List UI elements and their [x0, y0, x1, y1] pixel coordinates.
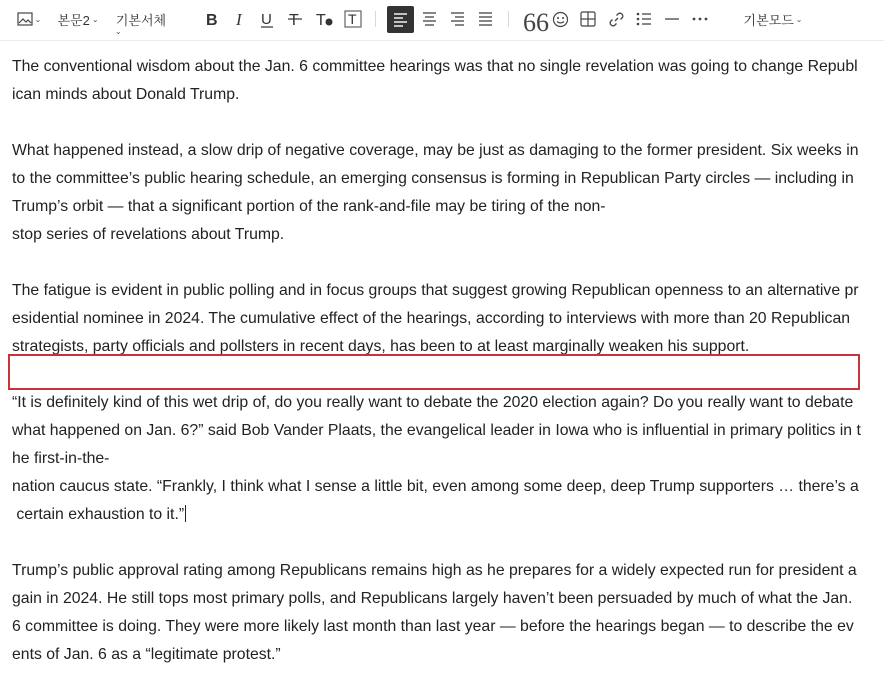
strikethrough-button[interactable]	[284, 7, 306, 31]
text-line: nation caucus state. “Frankly, I think what I sense a little bit, even among some deep, deep Trump supporters … there’s a	[12, 478, 859, 495]
empty-line	[12, 249, 874, 277]
paragraph	[12, 137, 874, 249]
align-justify-icon	[478, 12, 493, 26]
paragraph-style-label: 본문2	[57, 12, 90, 28]
align-center-button[interactable]	[417, 7, 441, 31]
horizontal-rule-icon	[664, 17, 680, 21]
align-left-button[interactable]	[387, 6, 414, 33]
text-line: “It is definitely kind of this wet drip of, do you really want to debate the 2020 election again? Do you really want to debate	[12, 394, 854, 411]
toolbar-divider	[375, 11, 376, 27]
svg-text:T: T	[348, 11, 357, 27]
paragraph	[12, 53, 874, 109]
text-line: ents of Jan. 6 as a “legitimate protest.”	[12, 646, 281, 663]
align-right-icon	[450, 12, 465, 26]
svg-text:T: T	[316, 12, 326, 29]
svg-text:B: B	[206, 12, 218, 29]
bold-button[interactable]	[201, 7, 223, 31]
text-line: Trump’s orbit — that a significant portion of the rank-and-file may be tiring of the non-	[12, 198, 606, 215]
text-line: strategists, party officials and pollsters in recent days, has been to at least marginally weaken his support.	[12, 338, 750, 355]
table-icon	[580, 11, 596, 27]
list-button[interactable]	[632, 7, 656, 31]
italic-button[interactable]	[229, 7, 251, 31]
svg-text:T: T	[289, 12, 299, 29]
text-line: he first-in-the-	[12, 450, 110, 467]
font-family-label: 기본서체	[115, 12, 167, 28]
paragraph-style-dropdown[interactable]	[55, 7, 101, 31]
link-button[interactable]	[604, 7, 628, 31]
text-line: 6 committee is doing. They were more likely last month than last year — before the hearings began — to describe the ev	[12, 618, 854, 635]
align-center-icon	[422, 12, 437, 26]
text-line: to the committee’s public hearing schedule, an emerging consensus is forming in Republican Party circles — including in	[12, 170, 854, 187]
text-background-button[interactable]	[341, 7, 365, 31]
align-left-icon	[393, 13, 408, 27]
paragraph	[12, 557, 874, 669]
quote-button[interactable]	[520, 7, 549, 37]
insert-image-button[interactable]	[14, 7, 44, 31]
text-line: esidential nominee in 2024. The cumulative effect of the hearings, according to interviews with more than 20 Republican	[12, 310, 851, 327]
text-line: What happened instead, a slow drip of negative coverage, may be just as damaging to the former president. Six weeks in	[12, 142, 859, 159]
svg-text:I: I	[236, 10, 242, 29]
chevron-down-icon: ⌄	[34, 14, 42, 24]
toolbar-divider	[508, 11, 509, 27]
italic-icon	[233, 11, 247, 27]
text-line: Trump’s public approval rating among Republicans remains high as he prepares for a widely expected run for president a	[12, 562, 857, 579]
text-background-icon	[344, 10, 362, 28]
text-line: what happened on Jan. 6?” said Bob Vander Plaats, the evangelical leader in Iowa who is influential in primary politics in t	[12, 422, 861, 439]
text-color-button[interactable]	[312, 7, 336, 31]
bold-icon	[205, 11, 219, 27]
text-color-icon	[315, 11, 333, 27]
paragraph	[12, 389, 874, 529]
more-horizontal-icon	[692, 17, 708, 21]
strikethrough-icon	[288, 11, 302, 27]
link-icon	[608, 11, 625, 28]
editor-toolbar	[0, 0, 884, 41]
smiley-icon	[552, 11, 569, 28]
text-line-with-caret	[12, 501, 874, 529]
text-line: gain in 2024. He still tops most primary polls, and Republicans largely haven’t been persuaded by much of what the Jan.	[12, 590, 853, 607]
image-icon	[17, 12, 33, 26]
underline-icon	[260, 11, 274, 28]
paragraph	[12, 277, 874, 361]
chevron-down-icon: ⌄	[91, 14, 99, 24]
text-caret	[185, 505, 186, 522]
emoji-button[interactable]	[548, 7, 572, 31]
text-line: ican minds about Donald Trump.	[12, 86, 240, 103]
text-line: The conventional wisdom about the Jan. 6 committee hearings was that no single revelation was going to change Republ	[12, 58, 858, 75]
quote-icon	[523, 8, 549, 37]
highlighted-empty-line[interactable]	[8, 354, 860, 390]
horizontal-rule-button[interactable]	[660, 7, 684, 31]
bulleted-list-icon	[636, 12, 652, 26]
underline-button[interactable]	[256, 7, 278, 31]
text-line: stop series of revelations about Trump.	[12, 226, 285, 243]
editor-mode-dropdown[interactable]	[740, 7, 806, 31]
svg-text:66: 66	[523, 8, 549, 37]
align-right-button[interactable]	[445, 7, 469, 31]
chevron-down-icon: ⌄	[795, 14, 803, 24]
empty-line	[12, 109, 874, 137]
empty-line	[12, 529, 874, 557]
editor-mode-label: 기본모드	[743, 12, 794, 28]
table-button[interactable]	[576, 7, 600, 31]
svg-text:U: U	[261, 10, 272, 28]
chevron-down-icon: ⌄	[115, 27, 122, 36]
text-line: The fatigue is evident in public polling and in focus groups that suggest growing Republican openness to an alternative pr	[12, 282, 859, 299]
more-options-button[interactable]	[688, 7, 712, 31]
text-line: certain exhaustion to it.”	[12, 506, 185, 523]
align-justify-button[interactable]	[473, 7, 497, 31]
